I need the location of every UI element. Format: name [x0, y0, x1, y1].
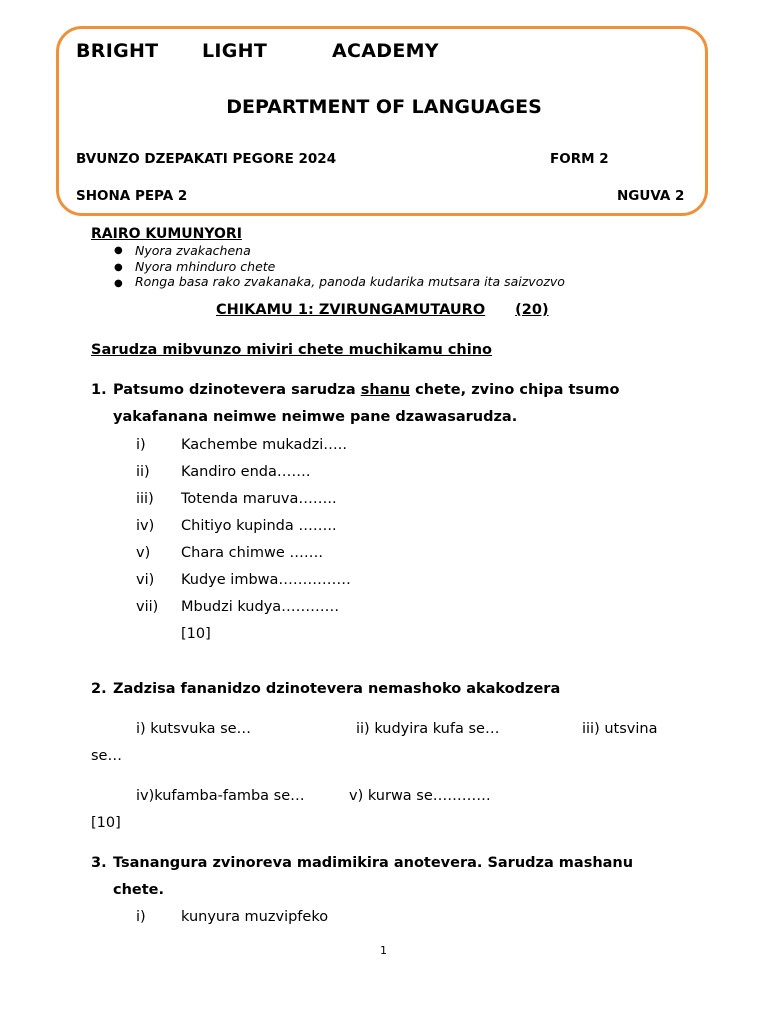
form-label: FORM 2	[550, 151, 609, 167]
school-name-bright: BRIGHT	[76, 40, 159, 62]
section-marks: (20)	[515, 302, 549, 318]
q1-item-text: Mbudzi kudya…………	[181, 599, 340, 615]
question-3-number: 3.	[91, 855, 107, 871]
instructions-title: RAIRO KUMUNYORI	[91, 226, 242, 242]
section-title	[216, 302, 549, 318]
question-2-text: Zadzisa fananidzo dzinotevera nemashoko akakodzera	[113, 681, 561, 697]
q1-item-number: iii)	[136, 491, 154, 507]
question-1-text-part: Patsumo dzinotevera sarudza	[113, 382, 361, 398]
bullet-icon: ●	[114, 262, 123, 273]
q2-item: ii) kudyira kufa se…	[356, 721, 500, 737]
q1-item-text: Kachembe mukadzi…..	[181, 437, 347, 453]
paper-label: SHONA PEPA 2	[76, 188, 188, 204]
q3-item-number: i)	[136, 909, 146, 925]
instruction-item: Ronga basa rako zvakanaka, panoda kudarika mutsara ita saizvozvo	[135, 274, 565, 289]
q1-item-text: Chara chimwe …….	[181, 545, 323, 561]
school-name-light: LIGHT	[202, 40, 268, 62]
section-instruction: Sarudza mibvunzo miviri chete muchikamu chino	[91, 342, 492, 358]
q1-item-number: iv)	[136, 518, 155, 534]
q2-item: iii) utsvina	[582, 721, 658, 737]
question-2-number: 2.	[91, 681, 107, 697]
q1-item-text: Kudye imbwa……………	[181, 572, 351, 588]
q2-item: v) kurwa se…………	[349, 788, 491, 804]
question-1-number: 1.	[91, 382, 107, 398]
instruction-item: Nyora zvakachena	[135, 243, 251, 258]
school-name-academy: ACADEMY	[332, 40, 439, 62]
q1-item-number: ii)	[136, 464, 150, 480]
time-label: NGUVA 2	[617, 188, 685, 204]
exam-title: BVUNZO DZEPAKATI PEGORE 2024	[76, 151, 337, 167]
question-1-text	[113, 382, 619, 398]
q1-item-number: vii)	[136, 599, 159, 615]
q1-item-number: vi)	[136, 572, 155, 588]
question-3-text-line2: chete.	[113, 882, 165, 898]
question-3-text: Tsanangura zvinoreva madimikira anotevera. Sarudza mashanu	[113, 855, 634, 871]
department-title: DEPARTMENT OF LANGUAGES	[226, 96, 542, 118]
bullet-icon: ●	[114, 245, 123, 256]
q2-item: i) kutsvuka se…	[136, 721, 252, 737]
q1-item-text: Totenda maruva……..	[181, 491, 337, 507]
question-1-text-part: chete, zvino chipa tsumo	[410, 382, 620, 398]
question-1-underlined-word: shanu	[360, 382, 411, 398]
q2-marks: [10]	[91, 815, 121, 831]
bullet-icon: ●	[114, 278, 123, 289]
instruction-item: Nyora mhinduro chete	[135, 259, 276, 274]
q2-item: iv)kufamba-famba se…	[136, 788, 305, 804]
section-title-text: CHIKAMU 1: ZVIRUNGAMUTAURO	[216, 302, 486, 318]
q3-item-text: kunyura muzvipfeko	[181, 909, 329, 925]
q1-item-number: i)	[136, 437, 146, 453]
q1-item-text: Kandiro enda…….	[181, 464, 311, 480]
q1-marks: [10]	[181, 626, 211, 642]
page-number: 1	[380, 944, 387, 957]
question-1-text-line2: yakafanana neimwe neimwe pane dzawasarudza.	[113, 409, 518, 425]
q2-item-wrap: se…	[91, 748, 122, 764]
q1-item-number: v)	[136, 545, 151, 561]
q1-item-text: Chitiyo kupinda ……..	[181, 518, 337, 534]
